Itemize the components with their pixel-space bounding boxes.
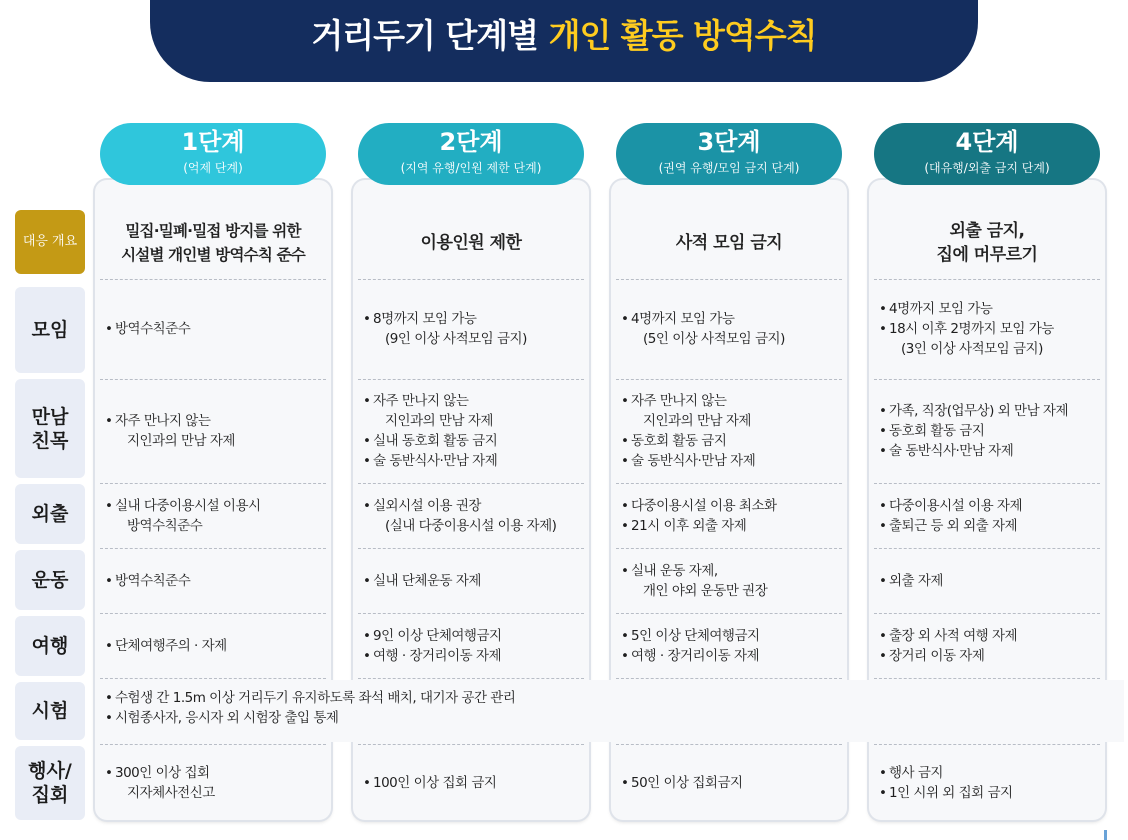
stage-subtitle: (억제 단계) [183, 161, 243, 175]
stage-2-contact: • 자주 만나지 않는 지인과의 만남 자제 • 실내 동호회 활동 금지 • 술 동반식사·만남 자제 [363, 381, 589, 481]
row-label-overview: 대응 개요 [15, 210, 85, 274]
stage-1-header [100, 123, 326, 185]
row-label-exercise: 운동 [15, 550, 85, 610]
row-divider [616, 678, 842, 679]
stage-2-overview: 이용인원 제한 [420, 233, 522, 253]
stage-1-contact: • 자주 만나지 않는 지인과의 만남 자제 [105, 381, 331, 481]
stage-3-meeting: • 4명까지 모임 가능 (5인 이상 사적모임 금지) [621, 281, 847, 377]
stage-title: 1단계 [181, 128, 245, 156]
corner-mark [1104, 830, 1107, 840]
title-highlight: 개인 활동 방역수칙 [548, 16, 817, 55]
row-divider [616, 613, 842, 614]
stage-2-header [358, 123, 584, 185]
row-divider [100, 744, 326, 745]
title-banner [150, 0, 978, 82]
stage-3-event: • 50인 이상 집회금지 [621, 746, 847, 820]
stage-4-travel: • 출장 외 사적 여행 자제 • 장거리 이동 자제 [879, 615, 1105, 677]
row-divider [100, 678, 326, 679]
stage-4-contact: • 가족, 직장(업무상) 외 만남 자제 • 동호회 활동 금지 • 술 동반식사·만남 자제 [879, 381, 1105, 481]
row-label-event: 행사/ 집회 [15, 746, 85, 820]
row-label-contact: 만남 친목 [15, 379, 85, 478]
row-divider [100, 379, 326, 380]
stage-4-meeting: • 4명까지 모임 가능 • 18시 이후 2명까지 모임 가능 (3인 이상 사적모임 금지) [879, 281, 1105, 377]
row-divider [358, 548, 584, 549]
stage-subtitle: (권역 유행/모임 금지 단계) [658, 161, 800, 175]
stage-3-travel: • 5인 이상 단체여행금지 • 여행 · 장거리이동 자제 [621, 615, 847, 677]
stage-4-event: • 행사 금지 • 1인 시위 외 집회 금지 [879, 746, 1105, 820]
stage-3-outing: • 다중이용시설 이용 최소화 • 21시 이후 외출 자제 [621, 485, 847, 547]
row-divider [616, 483, 842, 484]
row-divider [100, 279, 326, 280]
row-divider [358, 613, 584, 614]
stage-1-travel: • 단체여행주의 · 자제 [105, 615, 331, 677]
row-divider [616, 744, 842, 745]
row-divider [358, 379, 584, 380]
stage-3-header [616, 123, 842, 185]
row-divider [874, 548, 1100, 549]
row-divider [616, 379, 842, 380]
stage-4-header [874, 123, 1100, 185]
stage-1-outing: • 실내 다중이용시설 이용시 방역수칙준수 [105, 485, 331, 547]
row-divider [874, 379, 1100, 380]
row-divider [874, 483, 1100, 484]
stage-title: 4단계 [955, 128, 1019, 156]
stage-2-meeting: • 8명까지 모임 가능 (9인 이상 사적모임 금지) [363, 281, 589, 377]
stage-4-overview: 외출 금지, 집에 머무르기 [936, 221, 1038, 265]
stage-title: 3단계 [697, 128, 761, 156]
row-divider [616, 548, 842, 549]
stage-1-event: • 300인 이상 집회 지자체사전신고 [105, 746, 331, 820]
row-divider [874, 678, 1100, 679]
row-divider [616, 279, 842, 280]
stage-1-overview: 밀집·밀폐·밀접 방지를 위한 시설별 개인별 방역수칙 준수 [121, 222, 305, 264]
row-divider [100, 483, 326, 484]
stage-4-outing: • 다중이용시설 이용 자제 • 출퇴근 등 외 외출 자제 [879, 485, 1105, 547]
page-title [150, 10, 978, 57]
stage-2-outing: • 실외시설 이용 권장 (실내 다중이용시설 이용 자제) [363, 485, 589, 547]
stage-subtitle: (지역 유행/인원 제한 단계) [400, 161, 542, 175]
row-divider [358, 279, 584, 280]
row-label-travel: 여행 [15, 616, 85, 676]
stage-3-exercise: • 실내 운동 자제, 개인 야외 운동만 권장 [621, 550, 847, 612]
exam-row-content: • 수험생 간 1.5m 이상 거리두기 유지하도록 좌석 배치, 대기자 공간 관리 • 시험종사자, 응시자 외 시험장 출입 통제 [105, 688, 665, 728]
row-divider [358, 744, 584, 745]
stage-2-exercise: • 실내 단체운동 자제 [363, 550, 589, 612]
row-divider [358, 483, 584, 484]
stage-title: 2단계 [439, 128, 503, 156]
stage-2-travel: • 9인 이상 단체여행금지 • 여행 · 장거리이동 자제 [363, 615, 589, 677]
row-divider [100, 548, 326, 549]
stage-4-exercise: • 외출 자제 [879, 550, 1105, 612]
row-divider [874, 279, 1100, 280]
title-main: 거리두기 단계별 [311, 16, 539, 55]
row-divider [358, 678, 584, 679]
stage-subtitle: (대유행/외출 금지 단계) [924, 161, 1050, 175]
row-divider [874, 613, 1100, 614]
stage-2-event: • 100인 이상 집회 금지 [363, 746, 589, 820]
stage-3-overview: 사적 모임 금지 [675, 233, 783, 253]
row-label-meeting: 모임 [15, 287, 85, 373]
stage-3-contact: • 자주 만나지 않는 지인과의 만남 자제 • 동호회 활동 금지 • 술 동반식사·만남 자제 [621, 381, 847, 481]
stage-1-exercise: • 방역수칙준수 [105, 550, 331, 612]
row-label-exam: 시험 [15, 682, 85, 740]
row-divider [874, 744, 1100, 745]
stage-1-meeting: • 방역수칙준수 [105, 281, 331, 377]
row-label-outing: 외출 [15, 484, 85, 544]
row-divider [100, 613, 326, 614]
